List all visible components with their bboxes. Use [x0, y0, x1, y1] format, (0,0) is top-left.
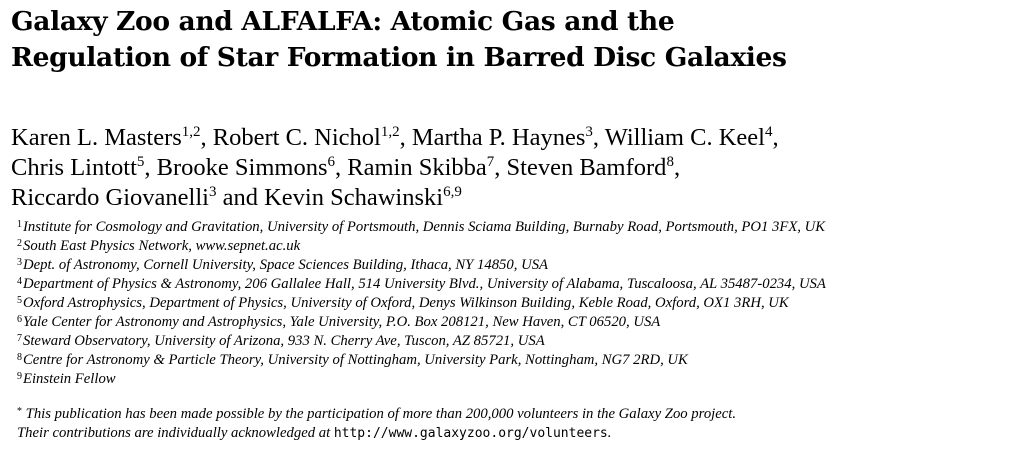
author-name: Brooke Simmons — [156, 154, 328, 181]
footnote-marker: * — [17, 406, 22, 417]
author-name: Riccardo Giovanelli — [11, 184, 209, 211]
affiliation-number: 1 — [17, 219, 22, 230]
affiliation-item — [17, 237, 826, 256]
author-separator: , — [673, 154, 681, 181]
author-affiliation-marks: 3 — [208, 184, 217, 200]
author-affiliation-marks: 3 — [585, 124, 593, 140]
affiliation-number: 3 — [17, 257, 22, 268]
affiliation-number: 8 — [17, 352, 22, 363]
author-name: Karen L. Masters — [11, 124, 182, 151]
affiliation-item — [17, 370, 826, 389]
author-separator: , — [335, 154, 348, 181]
affiliation-item — [17, 275, 826, 294]
author-name: William C. Keel — [604, 124, 765, 151]
author-affiliation-marks: 8 — [666, 154, 674, 170]
footnote-period: . — [607, 425, 612, 441]
affiliation-number: 9 — [17, 371, 22, 382]
author-list — [11, 123, 779, 213]
affiliation-item — [17, 218, 826, 237]
author-affiliation-marks: 1,2 — [380, 124, 400, 140]
author-name: Chris Lintott — [11, 154, 137, 181]
affiliation-text: Institute for Cosmology and Gravitation, University of Portsmouth, Dennis Sciama Building, Burnaby Road, Portsmouth, PO1 3FX, UK — [23, 219, 826, 235]
affiliation-item — [17, 332, 826, 351]
affiliation-list — [17, 218, 826, 389]
author-separator: , — [494, 154, 507, 181]
title-line-1: Galaxy Zoo and ALFALFA: Atomic Gas and the — [11, 6, 675, 37]
affiliation-text: Dept. of Astronomy, Cornell University, Space Sciences Building, Ithaca, NY 14850, USA — [23, 257, 549, 273]
author-name: Ramin Skibba — [347, 154, 487, 181]
affiliation-number: 7 — [17, 333, 22, 344]
affiliation-text: Oxford Astrophysics, Department of Physics, University of Oxford, Denys Wilkinson Building, Keble Road, Oxford, OX1 3RH, UK — [23, 295, 789, 311]
author-name: Robert C. Nichol — [212, 124, 381, 151]
author-separator: and — [216, 184, 265, 211]
author-separator: , — [144, 154, 157, 181]
affiliation-text: Yale Center for Astronomy and Astrophysics, Yale University, P.O. Box 208121, New Haven, CT 06520, USA — [23, 314, 661, 330]
author-name: Kevin Schawinski — [264, 184, 444, 211]
author-affiliation-marks: 7 — [486, 154, 495, 170]
author-affiliation-marks: 4 — [764, 124, 773, 140]
author-affiliation-marks: 5 — [136, 154, 145, 170]
author-separator: , — [200, 124, 213, 151]
footnote-line-1: This publication has been made possible by the participation of more than 200,000 volunteers in the Galaxy Zoo project. — [22, 406, 737, 422]
title-line-2: Regulation of Star Formation in Barred Disc Galaxies — [11, 42, 787, 73]
volunteers-url: http://www.galaxyzoo.org/volunteers — [333, 426, 608, 441]
affiliation-text: Centre for Astronomy & Particle Theory, University of Nottingham, University Park, Nottingham, NG7 2RD, UK — [23, 352, 688, 368]
affiliation-item — [17, 313, 826, 332]
author-affiliation-marks: 6 — [327, 154, 336, 170]
affiliation-number: 5 — [17, 295, 22, 306]
author-name: Martha P. Haynes — [411, 124, 586, 151]
author-name: Steven Bamford — [506, 154, 667, 181]
author-separator: , — [399, 124, 412, 151]
author-affiliation-marks: 1,2 — [181, 124, 201, 140]
affiliation-number: 4 — [17, 276, 22, 287]
author-separator: , — [592, 124, 605, 151]
affiliation-number: 2 — [17, 238, 22, 249]
affiliation-text: South East Physics Network, www.sepnet.ac.uk — [23, 238, 301, 254]
paper-title — [11, 4, 787, 76]
affiliation-item — [17, 351, 826, 370]
author-separator: , — [772, 124, 779, 151]
affiliation-item — [17, 256, 826, 275]
acknowledgement-footnote — [17, 405, 736, 443]
affiliation-text: Department of Physics & Astronomy, 206 Gallalee Hall, 514 University Blvd., University of Alabama, Tuscaloosa, AL 35487-0234, USA — [23, 276, 826, 292]
affiliation-text: Steward Observatory, University of Arizona, 933 N. Cherry Ave, Tuscon, AZ 85721, USA — [23, 333, 545, 349]
author-affiliation-marks: 6,9 — [443, 184, 462, 200]
affiliation-item — [17, 294, 826, 313]
affiliation-text: Einstein Fellow — [23, 371, 116, 387]
affiliation-number: 6 — [17, 314, 22, 325]
footnote-line-2: Their contributions are individually acknowledged at — [17, 425, 334, 441]
